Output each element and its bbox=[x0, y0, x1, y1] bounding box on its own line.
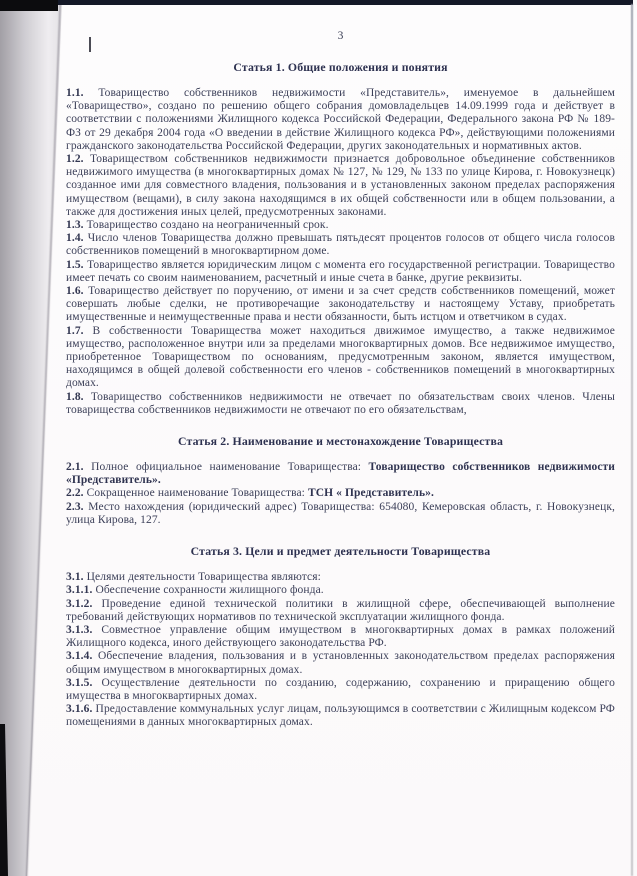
official-name-bold: Товарищество собственников недвижимости «Представитель». bbox=[66, 461, 616, 487]
paragraph-1-7 bbox=[66, 325, 615, 391]
paragraph-text: Проведение единой технической политики в жилищной сфере, обеспечивающей выполнение требований действующих нормативов по технической эксплуатации жилищного фонда. bbox=[66, 597, 615, 623]
paragraph-text: Товарищество является юридическим лицом с момента его государственной регистрации. Товарищество имеет печать со своим наименованием, расчетный и иные счета в банке, другие реквизиты. bbox=[66, 258, 615, 284]
scan-black-corner-top-left bbox=[0, 0, 58, 11]
paragraph-1-5 bbox=[66, 259, 615, 285]
paragraph-1-4 bbox=[66, 232, 615, 258]
paragraph-text: Осуществление деятельности по созданию, содержанию, сохранению и приращению общего имущества в многоквартирных домах. bbox=[66, 676, 615, 702]
paragraph-1-1 bbox=[66, 87, 615, 153]
paragraph-text: Место нахождения (юридический адрес) Товарищества: 654080, Кемеровская область, г. Новокузнецк, улица Кирова, 127. bbox=[66, 500, 615, 526]
paragraph-text: Обеспечение владения, пользования и в установленных законодательством пределах распоряжения общим имуществом в многоквартирных домах. bbox=[66, 650, 615, 676]
paragraph-text: Предоставление коммунальных услуг лицам, пользующимся в соответствии с Жилищным кодексом РФ помещениями в данных многоквартирных домах. bbox=[66, 703, 615, 729]
paragraph-number: 1.7. bbox=[66, 324, 84, 337]
paragraph-number: 1.5. bbox=[66, 258, 84, 271]
paragraph-1-3 bbox=[66, 219, 615, 232]
paragraph-number: 1.3. bbox=[66, 219, 84, 232]
paragraph-text: Число членов Товарищества должно превышать пятьдесят процентов голосов от общего числа голосов собственников помещений в многоквартирном доме. bbox=[66, 232, 615, 258]
paragraph-3-1-3 bbox=[66, 624, 615, 650]
paragraph-text: Товарищество собственников недвижимости не отвечает по обязательствам своих членов. Члены товарищества собственников недвижимости не отвечают по его обязательствам, bbox=[66, 390, 615, 416]
paragraph-number: 3.1. bbox=[66, 571, 84, 584]
short-name-bold: ТСН « Представитель». bbox=[307, 487, 434, 500]
paragraph-3-1-5 bbox=[66, 677, 615, 703]
paragraph-number: 3.1.3. bbox=[66, 623, 93, 636]
paragraph-number: 2.2. bbox=[66, 487, 84, 500]
paragraph-number: 3.1.2. bbox=[66, 597, 93, 610]
paragraph-number: 1.1. bbox=[66, 87, 84, 99]
paragraph-number: 3.1.1. bbox=[66, 584, 93, 597]
scan-right-edge bbox=[631, 4, 633, 876]
paragraph-text: Товарищество действует по поручению, от имени и за счет средств собственников помещений, может совершать любые сделки, не противоречащие законодательству и настоящему Уставу, приобретать имущественные и неимущественные права и нести обязанности, быть истцом и ответчиком в судах. bbox=[66, 285, 615, 324]
paragraph-text: Товарищество собственников недвижимости «Представитель», именуемое в дальнейшем «Товарищество», создано по решению общего собрания домовладельцев 14.09.1999 года и действует в соответствии с положениями Жилищного кодекса Российской Федерации, Федерального закона РФ № 189-ФЗ от 29 декабря 2004 года «О введении в действие Жилищного кодекса РФ», действующими положениями гражданского законодательства Российской Федерации, других законодательных и нормативных актов. bbox=[66, 87, 615, 152]
paragraph-2-1 bbox=[66, 461, 615, 487]
paragraph-text: Целями деятельности Товарищества являются: bbox=[86, 571, 321, 584]
paragraph-text: Полное официальное наименование Товарищества: bbox=[91, 461, 362, 474]
paragraph-number: 1.6. bbox=[66, 285, 84, 298]
paragraph-text: Товарищество создано на неограниченный срок. bbox=[86, 219, 329, 232]
paragraph-number: 1.2. bbox=[66, 153, 84, 166]
paragraph-text: Сокращенное наименование Товарищества: bbox=[86, 487, 305, 500]
paragraph-2-3 bbox=[66, 501, 615, 527]
paragraph-1-2 bbox=[66, 153, 615, 219]
paragraph-3-1-1 bbox=[66, 584, 615, 597]
page-number: 3 bbox=[337, 30, 344, 42]
paragraph-3-1-4 bbox=[66, 650, 615, 676]
paragraph-text: Товариществом собственников недвижимости признается добровольное объединение собственников недвижимого имущества (в многоквартирных домах № 127, № 129, № 133 по улице Кирова, г. Новокузнецк) созданное ими для совместного владения, пользования и в установленных законом пределах распоряжения имуществом (вещами), в силу закона находящимся в их общей собственности или в общем пользовании, а также для достижения иных целей, предусмотренных законами. bbox=[66, 153, 615, 218]
paragraph-number: 1.8. bbox=[66, 390, 84, 403]
article-1-title: Статья 1. Общие положения и понятия bbox=[233, 60, 448, 74]
article-2 bbox=[66, 434, 615, 527]
document-content bbox=[66, 30, 615, 730]
article-3 bbox=[66, 544, 615, 729]
paragraph-1-6 bbox=[66, 285, 615, 325]
paragraph-number: 3.1.5. bbox=[66, 676, 93, 689]
paragraph-number: 2.3. bbox=[66, 500, 84, 513]
paragraph-3-1-2 bbox=[66, 598, 615, 624]
article-2-title: Статья 2. Наименование и местонахождение Товарищества bbox=[177, 434, 504, 449]
paragraph-3-1-6 bbox=[66, 703, 615, 729]
paragraph-text: Обеспечение сохранности жилищного фонда. bbox=[95, 584, 324, 597]
paragraph-number: 3.1.6. bbox=[66, 703, 93, 716]
paragraph-1-8 bbox=[66, 391, 615, 417]
paragraph-text: Совместное управление общим имуществом в многоквартирных домах в рамках положений Жилищного кодекса, иного действующего законодательства РФ. bbox=[66, 623, 615, 650]
paragraph-number: 2.1. bbox=[66, 461, 84, 474]
article-3-title: Статья 3. Цели и предмет деятельности Товарищества bbox=[190, 544, 491, 559]
paragraph-number: 3.1.4. bbox=[66, 650, 93, 663]
scan-top-edge bbox=[0, 0, 633, 5]
paragraph-3-1 bbox=[66, 571, 615, 584]
paragraph-number: 1.4. bbox=[66, 232, 84, 245]
article-1 bbox=[66, 60, 615, 417]
paragraph-text: В собственности Товарищества может находиться движимое имущество, а также недвижимое имущество, расположенное внутри или за пределами многоквартирных домов. Все недвижимое имущество, приобретенное Товариществом по основаниям, предусмотренным законом, является имуществом, находящимся в общей долевой собственности его членов - собственников помещений в многоквартирных домах. bbox=[66, 324, 615, 390]
paragraph-2-2 bbox=[66, 487, 615, 500]
